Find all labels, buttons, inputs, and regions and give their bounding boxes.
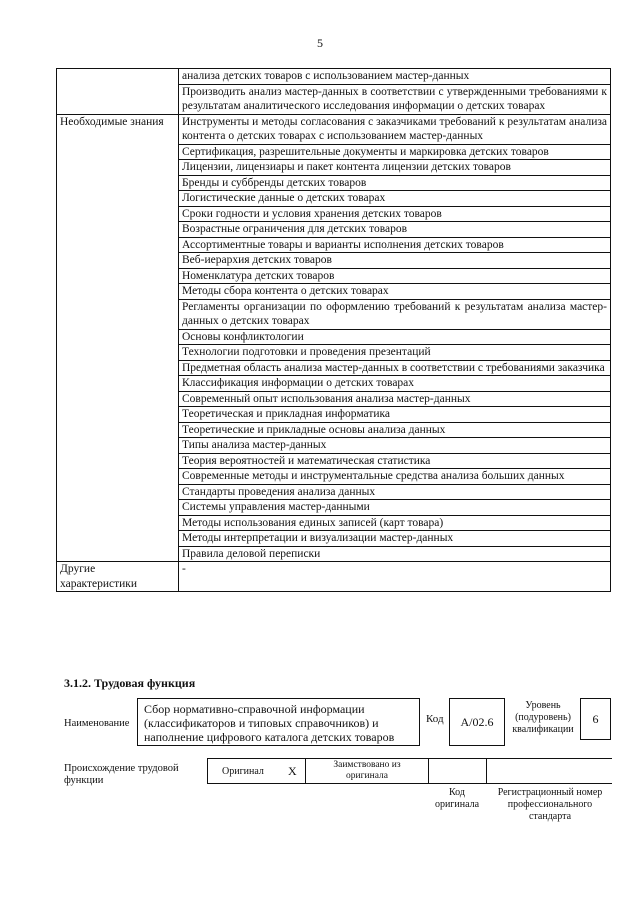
level-label: Уровень (подуровень) квалификации (512, 700, 574, 735)
page-number: 5 (317, 36, 323, 50)
code-box (449, 698, 505, 746)
row-text: Возрастные ограничения для детских товаров (179, 222, 611, 238)
row-text: Веб-иерархия детских товаров (179, 253, 611, 269)
row-text: Технологии подготовки и проведения презентаций (179, 345, 611, 361)
original-label: Оригинал (222, 766, 264, 777)
function-name: Сбор нормативно-справочной информации (классификаторов и типовых справочников) и наполнение цифрового каталога детских товаров (144, 702, 395, 744)
row-text: Методы использования единых записей (карт товара) (179, 515, 611, 531)
row-text: Сроки годности и условия хранения детских товаров (179, 206, 611, 222)
code-original-label: Код оригинала (434, 787, 480, 810)
section-title: 3.1.2. Трудовая функция (64, 676, 196, 690)
level-value: 6 (592, 712, 599, 726)
function-name-box (137, 698, 420, 746)
level-box (580, 698, 611, 740)
code-value: A/02.6 (460, 715, 494, 729)
row-text: Теоретическая и прикладная информатика (179, 407, 611, 423)
row-text: Стандарты проведения анализа данных (179, 484, 611, 500)
row-text: Методы сбора контента о детских товарах (179, 284, 611, 300)
row-text: Современный опыт использования анализа мастер-данных (179, 391, 611, 407)
row-text: Бренды и суббренды детских товаров (179, 175, 611, 191)
row-text: - (179, 562, 611, 592)
table-row (57, 562, 611, 592)
row-text: Методы интерпретации и визуализации мастер-данных (179, 531, 611, 547)
table-row (57, 69, 611, 85)
name-label: Наименование (64, 718, 130, 729)
row-text: Предметная область анализа мастер-данных в соответствии с требованиями заказчика (179, 360, 611, 376)
row-text: Основы конфликтологии (179, 329, 611, 345)
row-text: Правила деловой переписки (179, 546, 611, 562)
row-text: Классификация информации о детских товарах (179, 376, 611, 392)
row-text: Современные методы и инструментальные средства анализа больших данных (179, 469, 611, 485)
row-text: Типы анализа мастер-данных (179, 438, 611, 454)
row-text: Системы управления мастер-данными (179, 500, 611, 516)
row-text: Инструменты и методы согласования с заказчиками требований к результатам анализа контента о детских товарах с использованием мастер-данных (179, 114, 611, 144)
row-label (57, 69, 179, 115)
origin-label: Происхождение трудовой функции (64, 763, 179, 786)
row-text: Логистические данные о детских товарах (179, 191, 611, 207)
row-text: Ассортиментные товары и варианты исполнения детских товаров (179, 237, 611, 253)
row-text: Сертификация, разрешительные документы и маркировка детских товаров (179, 144, 611, 160)
row-text: Производить анализ мастер-данных в соответствии с утвержденными требованиями к результатам аналитического исследования информации о детских товарах (179, 84, 611, 114)
table-row (57, 114, 611, 144)
row-text: Регламенты организации по оформлению требований к результатам анализа мастер-данных о детских товарах (179, 299, 611, 329)
knowledge-table (56, 68, 611, 592)
reg-number-label: Регистрационный номер профессионального стандарта (497, 787, 603, 822)
row-label: Другие характеристики (57, 562, 179, 592)
code-label: Код (426, 713, 444, 725)
row-text: Номенклатура детских товаров (179, 268, 611, 284)
row-label: Необходимые знания (57, 114, 179, 562)
row-text: анализа детских товаров с использованием мастер-данных (179, 69, 611, 85)
borrowed-label: Заимствовано из оригинала (333, 760, 401, 781)
row-text: Теоретические и прикладные основы анализа данных (179, 422, 611, 438)
original-mark: X (288, 764, 297, 778)
row-text: Лицензии, лицензиары и пакет контента лицензии детских товаров (179, 160, 611, 176)
row-text: Теория вероятностей и математическая статистика (179, 453, 611, 469)
